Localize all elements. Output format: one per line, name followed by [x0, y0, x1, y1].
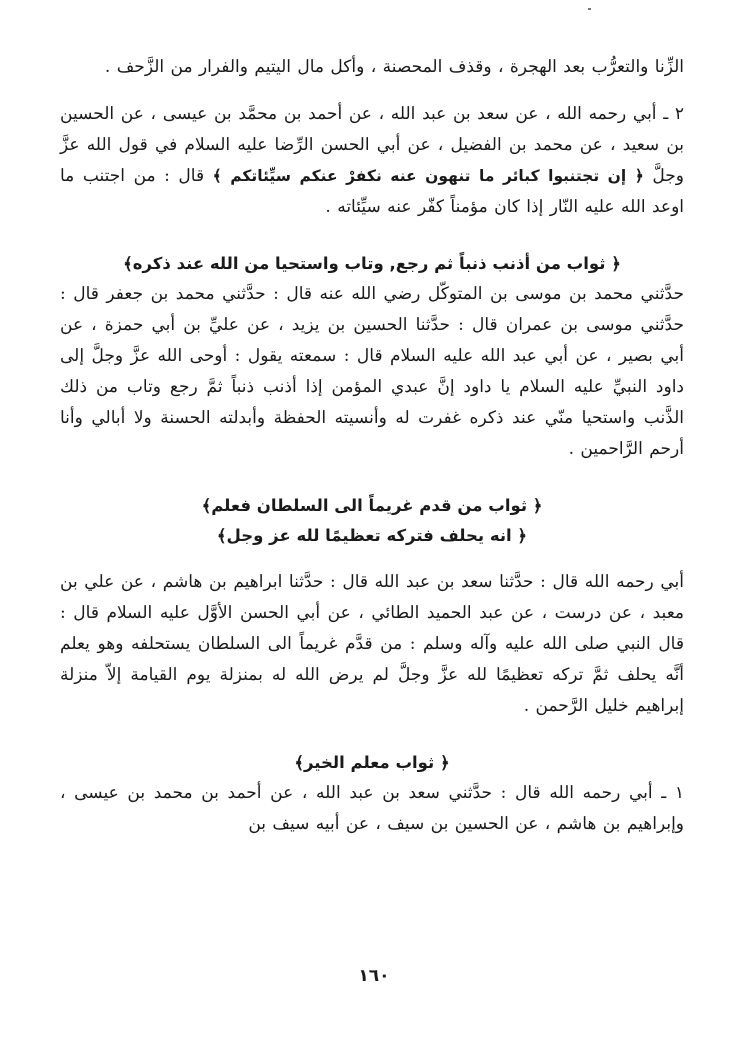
quran-quote: ﴿ إن تجتنبوا كبائر ما تنهون عنه نكفرْ عنكم سيِّئاتكم ﴾ — [212, 167, 644, 185]
paragraph-teacher: ١ ـ أبي رحمه الله قال : حدَّثني سعد بن عبد الله ، عن أحمد بن محمد بن عيسى ، وإبراهيم بن هاشم ، عن الحسين بن سيف ، عن أبيه سيف بن — [60, 783, 684, 834]
section-heading-teacher: ﴿ ثواب معلم الخير﴾ — [294, 753, 450, 772]
scan-speck — [588, 8, 591, 10]
page-body — [60, 52, 684, 840]
section-heading-creditor-line2: ﴿ انه يحلف فتركه تعظيمًا لله عز وجل﴾ — [216, 526, 528, 545]
paragraph-continuation: الزِّنا والتعرُّب بعد الهجرة ، وقذف المحصنة ، وأكل مال اليتيم والفرار من الزَّحف . — [104, 57, 684, 77]
hadith-2-chain: ٢ ـ أبي رحمه الله ، عن سعد بن عبد الله ، عن أحمد بن محمَّد بن عيسى ، عن الحسين بن سعيد ، عن محمد بن الفضيل ، عن أبي الحسن الرِّضا عليه السلام في قول الله عزَّ وجلَّ — [60, 104, 684, 186]
paragraph-hadith-2 — [60, 99, 684, 223]
section-heading-repentance: ﴿ ثواب من أذنب ذنباً ثم رجع, وتاب واستحيا من الله عند ذكره﴾ — [123, 254, 621, 273]
paragraph-creditor: أبي رحمه الله قال : حدَّثنا سعد بن عبد الله قال : حدَّثنا ابراهيم بن هاشم ، عن علي بن معبد ، عن درست ، عن عبد الحميد الطائي ، عن أبي الحسن الأوَّل عليه السلام قال : قال النبي صلى الله عليه وآله وسلم : من قدَّم غريماً الى السلطان يستحلفه وهو يعلم أنَّه يحلف ثمَّ تركه تعظيمًا لله عزَّ وجلَّ لم يرض الله له بمنزلة يوم القيامة إلاّ منزلة إبراهيم خليل الرَّحمن . — [60, 572, 684, 716]
hadith-2-text: قال : من اجتنب ما اوعد الله عليه النّار إذا كان مؤمناً كفّر عنه سيِّئاته . — [60, 166, 684, 217]
section-heading-creditor-line1: ﴿ ثواب من قدم غريماً الى السلطان فعلم﴾ — [201, 496, 543, 515]
page-number: ١٦٠ — [358, 966, 390, 986]
paragraph-repentance: حدَّثني محمد بن موسى بن المتوكّل رضي الله عنه قال : حدَّثني محمد بن جعفر قال : حدَّثني موسى بن عمران قال : حدَّثنا الحسين بن يزيد ، عن عليِّ بن أبي حمزة ، عن أبي بصير ، عن أبي عبد الله عليه السلام قال : سمعته يقول : أوحى الله عزَّ وجلَّ إلى داود النبيِّ عليه السلام يا داود إنَّ عبدي المؤمن إذا أذنب ذنباً ثمَّ رجع وتاب من ذلك الذَّنب واستحيا منّي عند ذكره غفرت له وأنسيته الحفظة وأبدلته الحسنة ولا أبالي وأنا أرحم الرَّاحمين . — [60, 284, 684, 459]
